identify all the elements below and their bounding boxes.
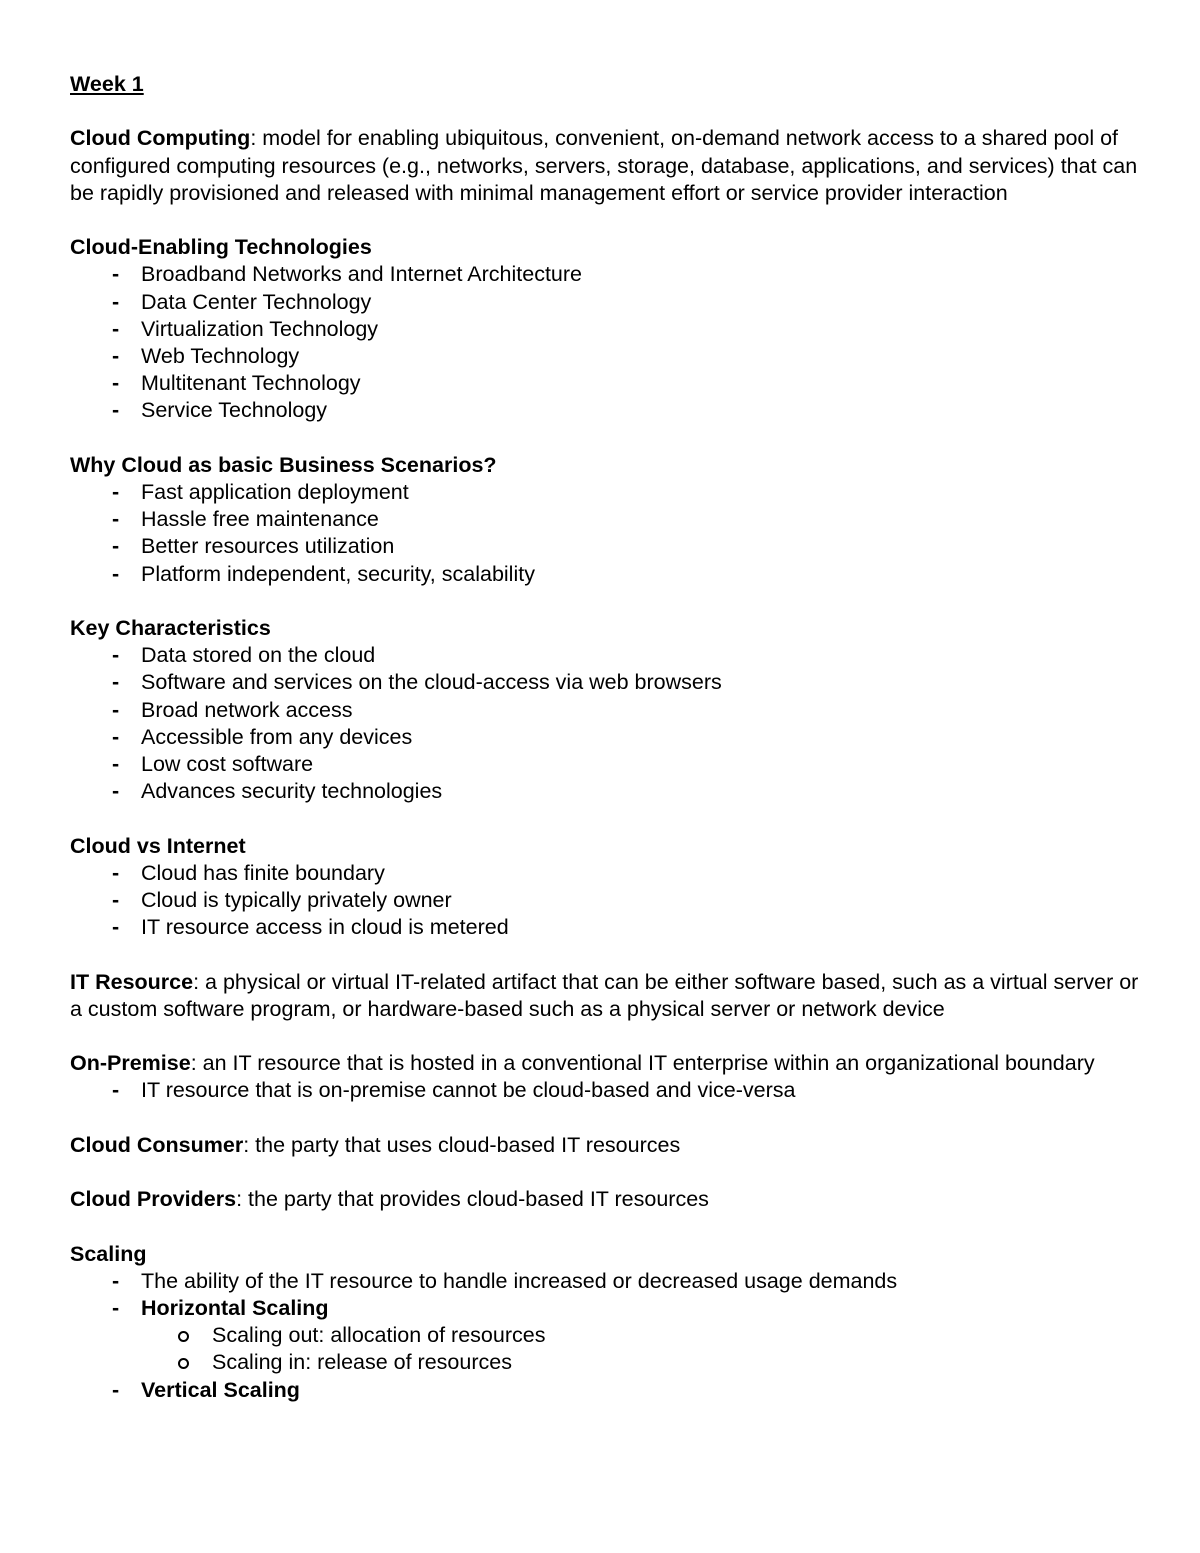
key-characteristics-list	[70, 642, 1140, 805]
why-cloud-section	[70, 452, 1140, 588]
list-item: - Virtualization Technology	[70, 316, 1140, 343]
list-item: - Broadband Networks and Internet Architecture	[70, 261, 1140, 288]
list-item: - IT resource that is on-premise cannot be cloud-based and vice-versa	[70, 1077, 1140, 1104]
cloud-providers-term: Cloud Providers	[70, 1187, 237, 1212]
list-item: - Platform independent, security, scalability	[70, 561, 1140, 588]
it-resource-text: : a physical or virtual IT-related artifact that can be either software based, such as a virtual server or a custom software program, or hardware-based such as a physical server or network device	[70, 969, 1139, 1021]
on-premise-definition	[70, 1050, 1140, 1077]
on-premise-list	[70, 1077, 1140, 1104]
enabling-technologies-list	[70, 261, 1140, 424]
scaling-heading: Scaling	[70, 1241, 147, 1266]
list-item: - Data Center Technology	[70, 289, 1140, 316]
key-characteristics-section	[70, 615, 1140, 805]
cloud-computing-term: Cloud Computing	[70, 126, 251, 151]
it-resource-definition	[70, 969, 1140, 1023]
enabling-technologies-heading: Cloud-Enabling Technologies	[70, 235, 372, 260]
page-title: Week 1	[70, 72, 144, 96]
cloud-vs-internet-heading: Cloud vs Internet	[70, 833, 246, 858]
list-item: - Accessible from any devices	[70, 724, 1140, 751]
list-item: - Hassle free maintenance	[70, 506, 1140, 533]
list-item: - Service Technology	[70, 397, 1140, 424]
list-item: - Cloud has finite boundary	[70, 860, 1140, 887]
enabling-technologies-section	[70, 234, 1140, 424]
vertical-scaling-item: - Vertical Scaling	[70, 1377, 1140, 1404]
on-premise-term: On-Premise	[70, 1051, 191, 1076]
list-item: - Software and services on the cloud-access via web browsers	[70, 669, 1140, 696]
list-item: - The ability of the IT resource to handle increased or decreased usage demands	[70, 1268, 1140, 1295]
cloud-providers-definition	[70, 1186, 1140, 1213]
cloud-computing-definition	[70, 125, 1140, 207]
document-content	[70, 71, 1140, 1431]
list-item: - Better resources utilization	[70, 533, 1140, 560]
list-item: - Web Technology	[70, 343, 1140, 370]
scaling-section	[70, 1241, 1140, 1404]
key-characteristics-heading: Key Characteristics	[70, 616, 271, 640]
list-item: - Data stored on the cloud	[70, 642, 1140, 669]
cloud-computing-text: : model for enabling ubiquitous, convenient, on-demand network access to a shared pool of configured computing resources (e.g., networks, servers, storage, database, applications, and services) that can be rapidly provisioned and released with minimal management effort or service provider interaction	[70, 126, 1138, 205]
list-item: - Advances security technologies	[70, 778, 1140, 805]
horizontal-scaling-item: - Horizontal Scaling	[70, 1295, 1140, 1322]
why-cloud-heading: Why Cloud as basic Business Scenarios?	[70, 452, 497, 477]
list-item: - Fast application deployment	[70, 479, 1140, 506]
it-resource-term: IT Resource	[70, 969, 194, 994]
cloud-consumer-term: Cloud Consumer	[70, 1132, 244, 1157]
list-item: - Multitenant Technology	[70, 370, 1140, 397]
list-item: - Low cost software	[70, 751, 1140, 778]
list-item: - Broad network access	[70, 697, 1140, 724]
list-item: - Cloud is typically privately owner	[70, 887, 1140, 914]
sub-list-item: Scaling out: allocation of resources	[70, 1322, 1140, 1349]
cloud-consumer-text: : the party that uses cloud-based IT resources	[243, 1132, 681, 1157]
cloud-vs-internet-list	[70, 860, 1140, 942]
cloud-consumer-definition	[70, 1132, 1140, 1159]
cloud-providers-text: : the party that provides cloud-based IT resources	[236, 1187, 709, 1212]
on-premise-text: : an IT resource that is hosted in a conventional IT enterprise within an organizational boundary	[190, 1051, 1095, 1076]
cloud-vs-internet-section	[70, 833, 1140, 942]
scaling-list	[70, 1268, 1140, 1404]
list-item: - IT resource access in cloud is metered	[70, 914, 1140, 941]
sub-list-item: Scaling in: release of resources	[70, 1349, 1140, 1376]
why-cloud-list	[70, 479, 1140, 588]
on-premise-section	[70, 1050, 1140, 1104]
